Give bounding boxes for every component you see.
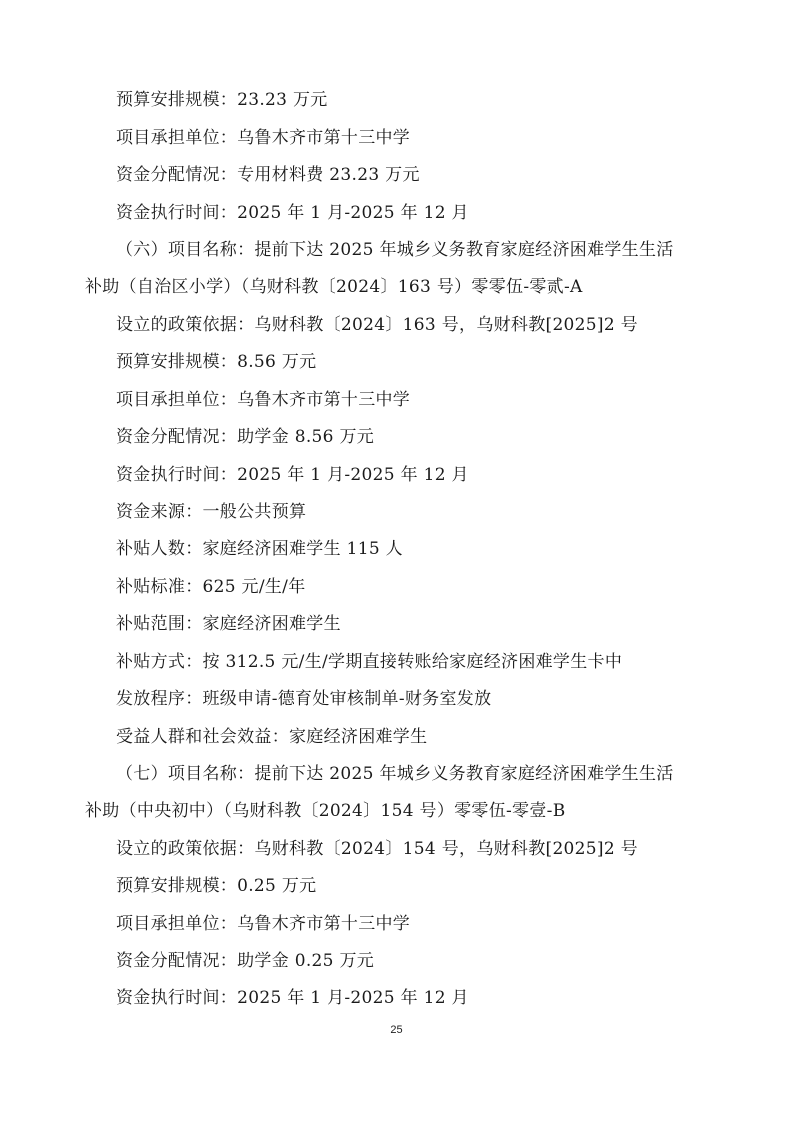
project-seven-title-line: （七）项目名称：提前下达 2025 年城乡义务教育家庭经济困难学生生活 bbox=[116, 764, 674, 784]
fund-source-line: 资金来源：一般公共预算 bbox=[116, 502, 307, 522]
project-six-title-line: （六）项目名称：提前下达 2025 年城乡义务教育家庭经济困难学生生活 bbox=[116, 240, 674, 260]
subsidy-scope-line: 补贴范围：家庭经济困难学生 bbox=[116, 614, 341, 634]
subsidy-method-line: 补贴方式：按 312.5 元/生/学期直接转账给家庭经济困难学生卡中 bbox=[116, 652, 623, 672]
distribution-procedure-line: 发放程序：班级申请-德育处审核制单-财务室发放 bbox=[116, 689, 492, 709]
fund-allocation-line: 资金分配情况：助学金 0.25 万元 bbox=[116, 951, 375, 971]
budget-scale-line: 预算安排规模：23.23 万元 bbox=[116, 90, 328, 110]
fund-execution-time-line: 资金执行时间：2025 年 1 月-2025 年 12 月 bbox=[116, 988, 469, 1008]
fund-allocation-line: 资金分配情况：助学金 8.56 万元 bbox=[116, 427, 375, 447]
project-six-title-continued: 补助（自治区小学）（乌财科教〔2024〕163 号）零零伍-零贰-A bbox=[85, 277, 583, 297]
budget-scale-line: 预算安排规模：0.25 万元 bbox=[116, 876, 317, 896]
project-seven-title-continued: 补助（中央初中）（乌财科教〔2024〕154 号）零零伍-零壹-B bbox=[85, 801, 566, 821]
project-unit-line: 项目承担单位：乌鲁木齐市第十三中学 bbox=[116, 914, 411, 934]
project-unit-line: 项目承担单位：乌鲁木齐市第十三中学 bbox=[116, 390, 411, 410]
budget-scale-line: 预算安排规模：8.56 万元 bbox=[116, 352, 317, 372]
policy-basis-line: 设立的政策依据：乌财科教〔2024〕163 号，乌财科教[2025]2 号 bbox=[116, 315, 638, 335]
subsidy-count-line: 补贴人数：家庭经济困难学生 115 人 bbox=[116, 539, 403, 559]
fund-execution-time-line: 资金执行时间：2025 年 1 月-2025 年 12 月 bbox=[116, 203, 469, 223]
fund-execution-time-line: 资金执行时间：2025 年 1 月-2025 年 12 月 bbox=[116, 465, 469, 485]
policy-basis-line: 设立的政策依据：乌财科教〔2024〕154 号，乌财科教[2025]2 号 bbox=[116, 839, 638, 859]
beneficiaries-line: 受益人群和社会效益：家庭经济困难学生 bbox=[116, 727, 428, 747]
page-number: 25 bbox=[390, 1024, 403, 1036]
fund-allocation-line: 资金分配情况：专用材料费 23.23 万元 bbox=[116, 165, 420, 185]
project-unit-line: 项目承担单位：乌鲁木齐市第十三中学 bbox=[116, 128, 411, 148]
subsidy-standard-line: 补贴标准：625 元/生/年 bbox=[116, 577, 306, 597]
